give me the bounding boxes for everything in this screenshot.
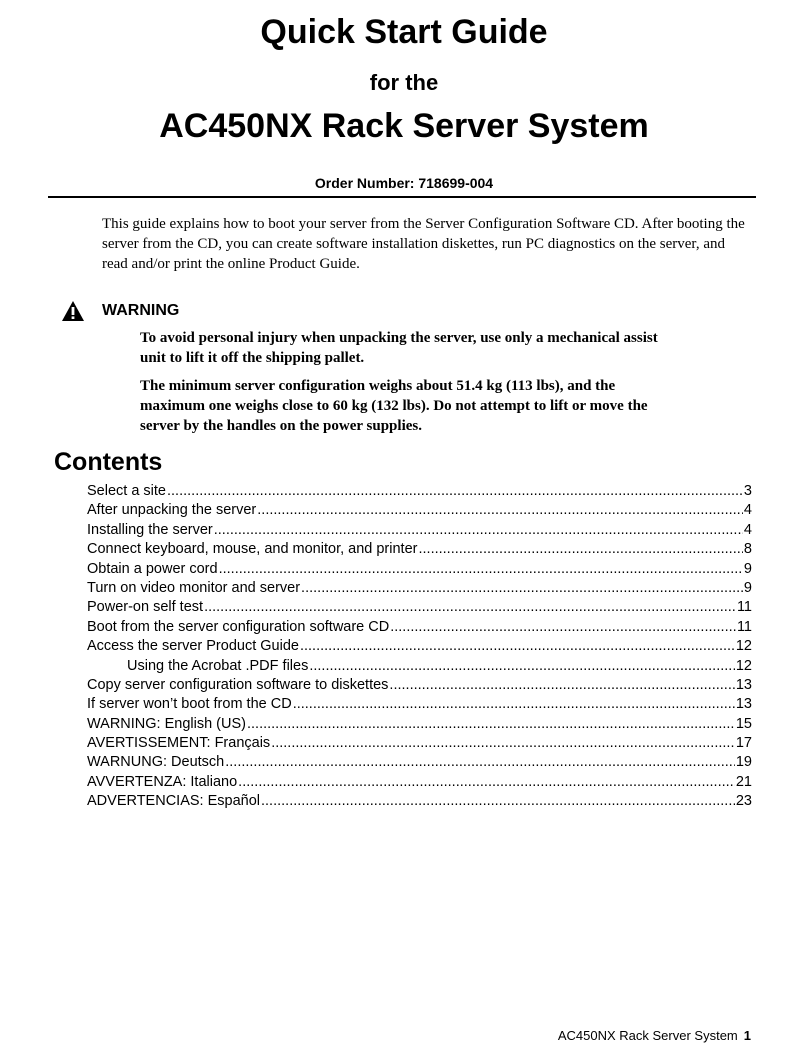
toc-page: 4	[743, 521, 752, 538]
toc-leader	[261, 793, 735, 809]
toc-label: Turn on video monitor and server	[87, 579, 301, 596]
toc-page: 12	[735, 638, 752, 655]
toc-page: 13	[735, 696, 752, 713]
toc-page: 3	[743, 483, 752, 499]
toc-page: 13	[735, 676, 752, 693]
toc-page: 11	[736, 618, 752, 635]
toc-entry[interactable]	[87, 522, 752, 541]
toc-page: 12	[735, 657, 752, 674]
toc-leader	[390, 619, 736, 635]
toc-entry[interactable]	[87, 599, 752, 618]
toc-entry[interactable]	[87, 483, 752, 502]
toc-label: Connect keyboard, mouse, and monitor, and printer	[87, 541, 418, 558]
warning-paragraph-2: The minimum server configuration weighs about 51.4 kg (113 lbs), and the maximum one weighs close to 60 kg (132 lbs). Do not attempt to lift or move the server by the handles on the power supplies.	[140, 378, 648, 434]
toc-label: Copy server configuration software to diskettes	[87, 676, 389, 693]
toc-entry[interactable]	[87, 561, 752, 580]
toc-label: Select a site	[87, 483, 166, 499]
intro-paragraph: This guide explains how to boot your server from the Server Configuration Software CD. After booting the server from the CD, you can create software installation diskettes, run PC diagnostics on the server, and read and/or print the online Product Guide.	[102, 216, 745, 272]
toc-entry[interactable]	[87, 774, 752, 793]
toc-label: If server won’t boot from the CD	[87, 696, 292, 713]
toc-leader	[271, 735, 735, 751]
footer-text: AC450NX Rack Server System	[557, 1028, 738, 1043]
toc-entry[interactable]	[87, 716, 752, 735]
toc-page: 17	[735, 735, 752, 752]
toc-leader	[219, 561, 743, 577]
toc-entry[interactable]	[87, 619, 752, 638]
toc-label: AVERTISSEMENT: Français	[87, 735, 271, 752]
toc-entry[interactable]	[87, 541, 752, 560]
toc-entry[interactable]	[87, 696, 752, 715]
page-subtitle: for the	[369, 70, 439, 95]
toc-leader	[214, 522, 743, 538]
toc-subentry[interactable]	[87, 658, 752, 677]
toc-leader	[301, 580, 743, 596]
page-title: Quick Start Guide	[260, 13, 548, 51]
toc-entry[interactable]	[87, 735, 752, 754]
contents-heading: Contents	[54, 448, 163, 476]
toc-leader	[204, 599, 736, 615]
toc-leader	[418, 541, 742, 557]
toc-leader	[225, 754, 735, 770]
product-name: AC450NX Rack Server System	[159, 107, 649, 145]
toc-leader	[309, 658, 735, 674]
toc-label: WARNUNG: Deutsch	[87, 754, 225, 771]
toc-page: 4	[743, 502, 752, 519]
table-of-contents	[87, 483, 752, 813]
toc-entry[interactable]	[87, 793, 752, 812]
toc-page: 23	[735, 793, 752, 810]
toc-leader	[247, 716, 735, 732]
toc-leader	[389, 677, 734, 693]
warning-triangle-icon	[61, 300, 85, 322]
toc-entry[interactable]	[87, 677, 752, 696]
footer-page-number: 1	[743, 1028, 751, 1043]
toc-label: Obtain a power cord	[87, 560, 218, 577]
toc-leader	[167, 483, 743, 499]
toc-leader	[293, 696, 735, 712]
toc-page: 11	[736, 599, 752, 616]
toc-page: 21	[735, 773, 752, 790]
toc-entry[interactable]	[87, 754, 752, 773]
toc-label: Installing the server	[87, 521, 213, 538]
toc-label: Boot from the server configuration software CD	[87, 618, 390, 635]
toc-page: 19	[735, 754, 752, 771]
toc-entry[interactable]	[87, 502, 752, 521]
toc-label: ADVERTENCIAS: Español	[87, 793, 260, 810]
toc-entry[interactable]	[87, 638, 752, 657]
toc-leader	[300, 638, 735, 654]
toc-label: Using the Acrobat .PDF files	[127, 657, 309, 674]
toc-label: AVVERTENZA: Italiano	[87, 773, 238, 790]
order-number: Order Number: 718699-004	[314, 175, 494, 191]
toc-page: 8	[743, 541, 752, 558]
toc-page: 9	[743, 579, 752, 596]
warning-paragraph-1: To avoid personal injury when unpacking the server, use only a mechanical assist unit to lift it off the shipping pallet.	[140, 330, 658, 366]
toc-page: 15	[735, 715, 752, 732]
toc-label: After unpacking the server	[87, 502, 257, 519]
toc-label: WARNING: English (US)	[87, 715, 246, 732]
toc-label: Power-on self test	[87, 599, 204, 616]
toc-label: Access the server Product Guide	[87, 638, 299, 655]
toc-leader	[257, 502, 743, 518]
warning-heading: WARNING	[102, 302, 180, 319]
toc-leader	[238, 774, 735, 790]
toc-entry[interactable]	[87, 580, 752, 599]
header-divider	[48, 196, 756, 198]
toc-page: 9	[743, 560, 752, 577]
page-footer	[558, 1028, 751, 1043]
